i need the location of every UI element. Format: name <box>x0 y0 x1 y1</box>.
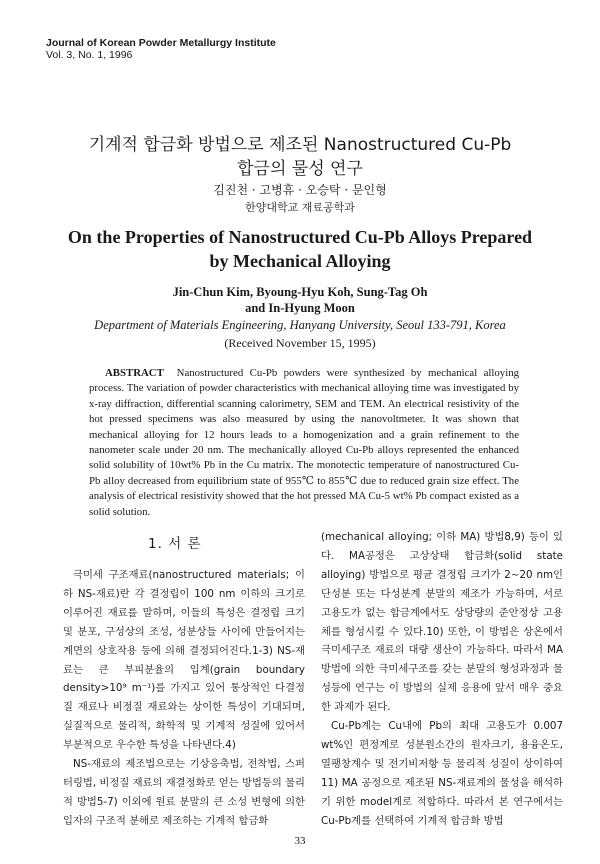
korean-title <box>0 133 600 181</box>
english-authors <box>0 284 600 316</box>
korean-title-line2: 합금의 물성 연구 <box>237 159 363 179</box>
english-authors-line1: Jin-Chun Kim, Byoung-Hyu Koh, Sung-Tag Oh <box>172 285 428 299</box>
body-paragraph: Cu-Pb계는 Cu내에 Pb의 최대 고용도가 0.007 wt%인 편정계로 성분원소간의 원자크기, 용융온도, 열팽창계수 및 전기비저항 등 물리적 성질이 상이하여11) MA 공정으로 제조된 NS-재료계의 물성을 해석하기 위한 model계로 적합하다. 따라서 본 연구에서는 Cu-Pb계를 선택하여 기계적 합금화 방법 <box>321 720 563 827</box>
english-title-line2: by Mechanical Alloying <box>209 251 391 271</box>
body-left-column <box>63 566 305 831</box>
page-number: 33 <box>294 835 306 847</box>
korean-authors: 김진천 · 고병휴 · 오승탁 · 문인형 <box>213 183 387 197</box>
body-paragraph: (mechanical alloying; 이하 MA) 방법8,9) 등이 있다. MA공정은 고상상태 합금화(solid state alloying) 방법으로 평균 결정립 크기가 2∼20 nm인 단성분 또는 다성분계 분말의 제조가 가능하며, 서로 고용도가 없는 합금계에서도 상당량의 준안정상 고용체를 형성시킬 수 있다.10) 또한, 이 방법은 상온에서 극미세구조 재료의 대량 생산이 가능하다. 따라서 MA 방법에 의한 극미세구조를 갖는 분말의 형성과정과 물성등에 연구는 이 방법의 실제 응용에 앞서 매우 중요한 과제가 된다. <box>321 531 563 714</box>
abstract <box>89 366 519 520</box>
journal-header <box>46 37 276 61</box>
abstract-text: Nanostructured Cu-Pb powders were synthesized by mechanical alloying process. The variation of powder characteristics with mechanical alloying time was investigated by x-ray diffraction, differential scanning calorimetry, SEM and TEM. An electrical resistivity of the hot pressed specimens was also measured by using the nanovoltmeter. It was shown that mechanical alloying for 12 hours leads to a homogenization and a grain refinement to the nanometer scale under 20 nm. The mechanically alloyed Cu-Pb alloys represented the enhanced solid solubility of 10wt% Pb in the Cu matrix. The monotectic temperature of nanostructured Cu-Pb alloy decreased from equilibrium state of 955℃ to 855℃ due to reduced grain size effect. The analysis of electrical resistivity showed that the hot pressed MA Cu-5 wt% Pb compact existed as a solid solution. <box>89 367 519 518</box>
body-paragraph: NS-재료의 제조법으로는 기상응축법, 전착법, 스퍼터링법, 비정질 재료의 재결정화로 얻는 방법등의 물리적 방법5-7) 이외에 원료 분말의 큰 소성 변형에 의한 입자의 구조적 분해로 제조하는 기계적 합금화 <box>63 758 305 827</box>
korean-affiliation: 한양대학교 재료공학과 <box>245 201 355 214</box>
received-date: (Received November 15, 1995) <box>224 336 376 350</box>
korean-title-line1: 기계적 합금화 방법으로 제조된 Nanostructured Cu-Pb <box>88 135 512 155</box>
body-right-column <box>321 528 563 831</box>
body-paragraph: 극미세 구조재료(nanostructured materials; 이하 NS-재료)란 각 결정립이 100 nm 이하의 크기로 이루어진 재료를 말하며, 이들의 특성은 결정립 크기 및 분포, 구성상의 조성, 성분상들 사이에 만들어지는 계면의 상호작용 등에 의해 결정되어진다.1-3) NS-재료는 큰 부피분율의 입계(grain boundary density>10⁹ m⁻¹)를 가지고 있어 통상적인 다결정질 재료나 비정질 재료와는 상이한 특성이 기대되며, 실질적으로 물리적, 화학적 및 기계적 성질에 있어서 부분적으로 우수한 특성을 나타낸다.4) <box>63 569 305 752</box>
journal-volume: Vol. 3, No. 1, 1996 <box>46 49 133 61</box>
section-heading: 1. 서 론 <box>148 536 202 552</box>
english-title-line1: On the Properties of Nanostructured Cu-Pb Alloys Prepared <box>67 227 533 247</box>
abstract-label: ABSTRACT <box>105 367 164 379</box>
english-affiliation: Department of Materials Engineering, Hanyang University, Seoul 133-791, Korea <box>94 318 506 332</box>
english-authors-line2: and In-Hyung Moon <box>245 301 355 315</box>
journal-name: Journal of Korean Powder Metallurgy Institute <box>46 37 276 49</box>
english-title <box>0 225 600 273</box>
